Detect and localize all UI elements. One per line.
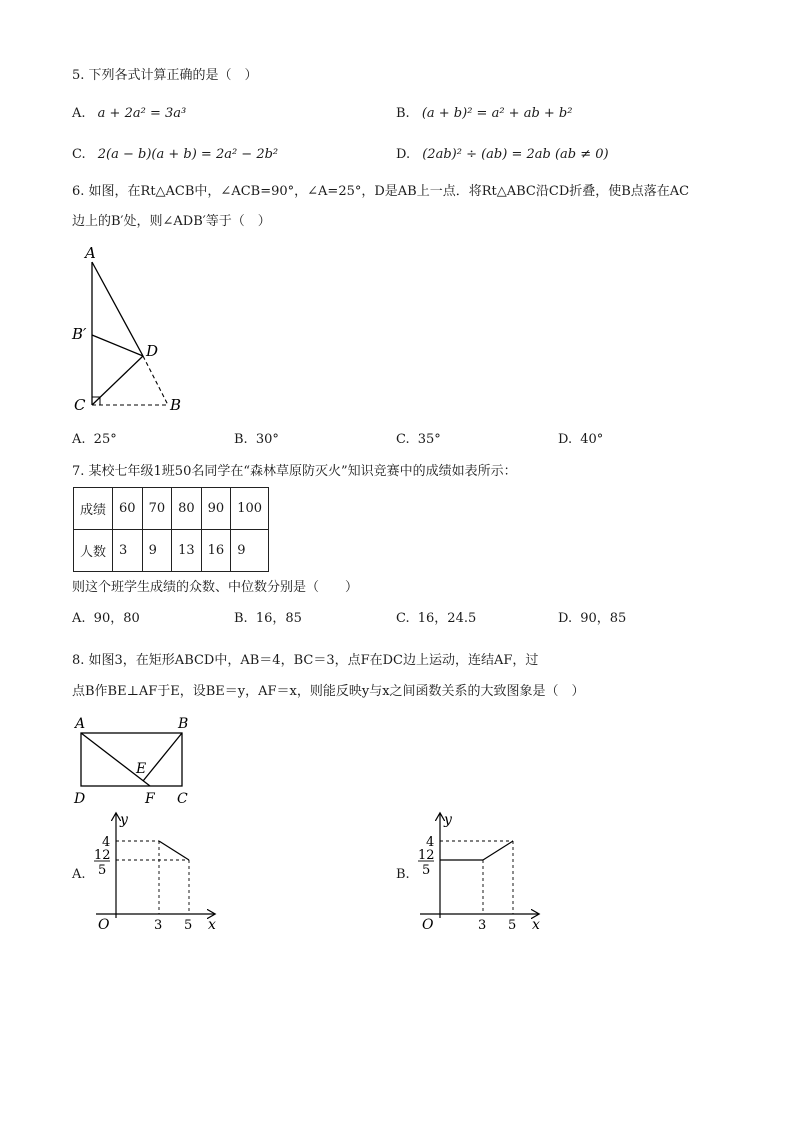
q5-option-b-expr: (a + b)² = a² + ab + b² xyxy=(421,106,573,121)
q5-stem: 5. 下列各式计算正确的是（ ） xyxy=(72,68,258,83)
table-row-score xyxy=(74,488,269,530)
q8-stem-line1: 8. 如图3，在矩形ABCD中，AB＝4，BC＝3，点F在DC边上运动，连结AF，过 xyxy=(72,653,539,668)
table-cell: 70 xyxy=(142,488,172,530)
q5-option-c-expr: 2(a − b)(a + b) = 2a² − 2b² xyxy=(97,147,279,162)
q6-option-c-value: 35° xyxy=(417,432,441,447)
label-c: C xyxy=(177,791,188,807)
q8-graph-b xyxy=(412,808,552,936)
label-a: A xyxy=(75,716,86,732)
q6-option-c-label: C. xyxy=(396,432,410,447)
tick-x-3: 3 xyxy=(478,918,487,933)
rectangle-abcd xyxy=(81,733,182,786)
curve-segment xyxy=(159,841,189,860)
label-a: A xyxy=(85,244,96,262)
q7-option-c-label: C. xyxy=(396,611,410,626)
tick-y-4: 4 xyxy=(102,835,111,850)
tick-y-4: 4 xyxy=(426,835,435,850)
q5-option-a xyxy=(72,105,186,123)
tick-y-12: 12 xyxy=(418,848,435,863)
table-cell: 9 xyxy=(231,530,269,572)
origin-label: O xyxy=(98,917,110,933)
label-b: B xyxy=(178,716,189,732)
q7-option-a-value: 90，80 xyxy=(93,611,140,626)
q7-stem: 7. 某校七年级1班50名同学在“森林草原防灭火”知识竞赛中的成绩如表所示： xyxy=(72,464,517,479)
segment-b-prime-d xyxy=(92,335,143,356)
q7-option-d xyxy=(558,610,626,628)
label-d: D xyxy=(146,342,159,360)
table-cell: 16 xyxy=(201,530,231,572)
table-cell: 90 xyxy=(201,488,231,530)
q6-stem-line1: 6. 如图，在Rt△ACB中，∠ACB=90°，∠A=25°，D是AB上一点．将Rt△ABC沿CD折叠，使B点落在AC xyxy=(72,184,690,199)
label-d: D xyxy=(74,791,86,807)
q7-option-a xyxy=(72,610,140,628)
q6-option-d xyxy=(558,431,603,449)
q7-option-c-value: 16，24.5 xyxy=(417,611,477,626)
q8-stem-line2: 点B作BE⊥AF于E，设BE＝y，AF＝x，则能反映y与x之间函数关系的大致图象是（ ） xyxy=(72,684,585,699)
table-cell: 3 xyxy=(113,530,143,572)
q5-option-b-label: B. xyxy=(396,106,410,121)
label-c: C xyxy=(74,396,86,414)
q6-option-b-label: B. xyxy=(234,432,248,447)
table-cell: 60 xyxy=(113,488,143,530)
table-cell: 人数 xyxy=(74,530,113,572)
q6-option-d-value: 40° xyxy=(580,432,604,447)
q5-option-d-label: D. xyxy=(396,147,411,162)
q5-option-b xyxy=(396,105,572,123)
origin-label: O xyxy=(422,917,434,933)
table-cell: 成绩 xyxy=(74,488,113,530)
q6-triangle-figure xyxy=(60,240,200,420)
label-f: F xyxy=(145,791,155,807)
tick-y-5: 5 xyxy=(98,863,107,878)
q7-option-b xyxy=(234,610,302,628)
tick-x-5: 5 xyxy=(184,918,193,933)
q7-option-c xyxy=(396,610,476,628)
q6-option-b-value: 30° xyxy=(255,432,279,447)
q8-graph-a xyxy=(88,808,228,936)
q6-stem-line2: 边上的B′处，则∠ADB′等于（ ） xyxy=(72,214,271,229)
table-cell: 100 xyxy=(231,488,269,530)
segment-ad xyxy=(92,262,143,356)
table-cell: 9 xyxy=(142,530,172,572)
q7-question: 则这个班学生成绩的众数、中位数分别是（ ） xyxy=(72,580,359,595)
q5-option-a-expr: a + 2a² = 3a³ xyxy=(97,106,187,121)
q5-option-c xyxy=(72,146,278,164)
segment-be xyxy=(143,733,182,781)
label-b-prime: B′ xyxy=(72,325,87,343)
q8-graph-b-label: B. xyxy=(396,867,410,882)
q7-score-table xyxy=(73,487,269,572)
q6-option-a xyxy=(72,431,117,449)
label-b: B xyxy=(170,396,182,414)
segment-af xyxy=(81,733,150,786)
q7-option-b-value: 16，85 xyxy=(255,611,302,626)
q5-option-d-expr: (2ab)² ÷ (ab) = 2ab (ab ≠ 0) xyxy=(422,147,609,162)
tick-x-3: 3 xyxy=(154,918,163,933)
q8-graph-a-label: A. xyxy=(72,867,86,882)
q6-option-a-label: A. xyxy=(72,432,86,447)
x-axis-label: x xyxy=(532,917,540,933)
q7-option-d-label: D. xyxy=(558,611,573,626)
label-e: E xyxy=(136,761,147,777)
table-cell: 80 xyxy=(172,488,202,530)
q7-option-d-value: 90，85 xyxy=(580,611,627,626)
tick-y-5: 5 xyxy=(422,863,431,878)
q6-option-b xyxy=(234,431,279,449)
segment-db-dashed xyxy=(143,356,168,405)
curve-rising-segment xyxy=(483,841,513,860)
q6-option-a-value: 25° xyxy=(93,432,117,447)
q8-rectangle-figure xyxy=(66,712,206,807)
y-axis-label: y xyxy=(120,812,128,828)
q5-option-a-label: A. xyxy=(72,106,86,121)
q7-option-b-label: B. xyxy=(234,611,248,626)
q6-option-c xyxy=(396,431,441,449)
q7-option-a-label: A. xyxy=(72,611,86,626)
table-row-count xyxy=(74,530,269,572)
table-cell: 13 xyxy=(172,530,202,572)
q5-option-d xyxy=(396,146,609,164)
x-axis-label: x xyxy=(208,917,216,933)
tick-y-12: 12 xyxy=(94,848,111,863)
q5-option-c-label: C. xyxy=(72,147,86,162)
q6-option-d-label: D. xyxy=(558,432,573,447)
y-axis-label: y xyxy=(444,812,452,828)
tick-x-5: 5 xyxy=(508,918,517,933)
